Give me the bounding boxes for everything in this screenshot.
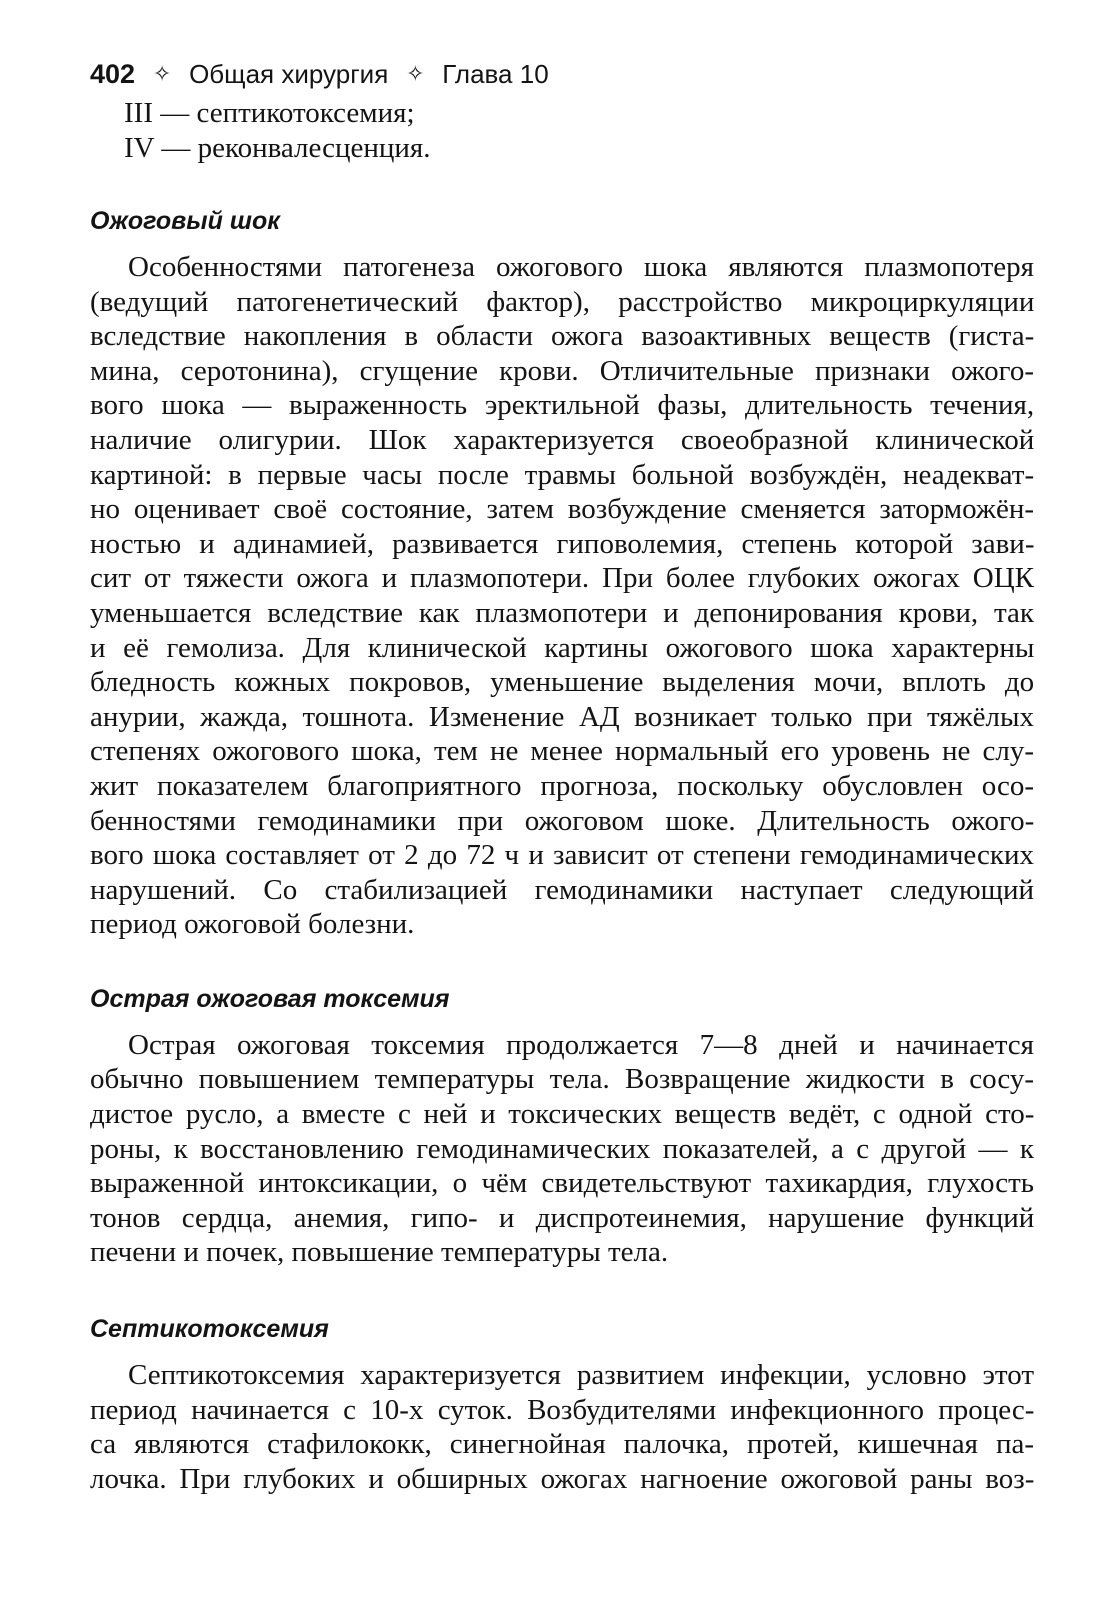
paragraph-acute-toxemia <box>90 1028 1034 1270</box>
text-line: тонов сердца, анемия, гипо- и диспротеинемия, нарушение функций <box>90 1201 1035 1234</box>
diamond-outline-icon: ✧ <box>406 61 425 86</box>
text-line: сит от тяжести ожога и плазмопотери. При более глубоких ожогах ОЦК <box>90 562 1034 595</box>
book-title: Общая хирургия <box>189 59 389 89</box>
text-line: Особенностями патогенеза ожогового шока являются плазмопотеря <box>128 251 1034 283</box>
section-title-septicotoxemia: Септикотоксемия <box>90 1315 329 1344</box>
text-line: выраженной интоксикации, о чём свидетельствуют тахикардия, глухость <box>90 1167 1034 1200</box>
text-line: мина, серотонина), сгущение крови. Отличительные признаки ожого- <box>90 354 1034 387</box>
text-line: картиной: в первые часы после травмы больной возбуждён, неадекват- <box>90 458 1035 491</box>
stage-list <box>90 96 1034 166</box>
book-page <box>90 56 1034 1496</box>
text-line: бенностями гемодинамики при ожоговом шоке. Длительность ожого- <box>90 804 1035 837</box>
text-line: (ведущий патогенетический фактор), расстройство микроциркуляции <box>90 285 1035 318</box>
text-line: период начинается с 10-х суток. Возбудителями инфекционного процес- <box>90 1393 1035 1426</box>
text-line: наличие олигурии. Шок характеризуется своеобразной клинической <box>90 423 1035 456</box>
text-line: обычно повышением температуры тела. Возвращение жидкости в сосу- <box>90 1063 1034 1096</box>
text-line: вследствие накопления в области ожога вазоактивных веществ (гиста- <box>90 320 1035 353</box>
running-header <box>90 56 1034 92</box>
text-line: уменьшается вследствие как плазмопотери и депонирования крови, так <box>90 596 1034 629</box>
paragraph-burn-shock <box>90 250 1034 942</box>
text-line: роны, к восстановлению гемодинамических показателей, а с другой — к <box>90 1132 1034 1165</box>
chapter-label: Глава 10 <box>442 59 549 89</box>
text-line: но оценивает своё состояние, затем возбуждение сменяется заторможён- <box>90 493 1034 526</box>
text-line: период ожоговой болезни. <box>90 908 415 941</box>
text-line: жит показателем благоприятного прогноза, поскольку обусловлен осо- <box>90 769 1034 802</box>
text-line: са являются стафилококк, синегнойная палочка, протей, кишечная па- <box>90 1428 1034 1461</box>
text-line: анурии, жажда, тошнота. Изменение АД возникает только при тяжёлых <box>90 700 1034 733</box>
text-line: нарушений. Со стабилизацией гемодинамики наступает следующий <box>90 873 1034 906</box>
text-line: Острая ожоговая токсемия продолжается 7—8 дней и начинается <box>128 1028 1034 1061</box>
text-line: ностью и адинамией, развивается гиповолемия, степень которой зави- <box>90 527 1035 560</box>
text-line: бледность кожных покровов, уменьшение выделения мочи, вплоть до <box>90 666 1035 699</box>
section-title-acute-toxemia: Острая ожоговая токсемия <box>90 984 450 1013</box>
text-line: вого шока — выраженность эректильной фазы, длительность течения, <box>90 389 1035 422</box>
section-title-burn-shock: Ожоговый шок <box>90 207 280 235</box>
text-line: Септикотоксемия характеризуется развитием инфекции, условно этот <box>128 1359 1034 1392</box>
text-line: дистое русло, а вместе с ней и токсических веществ ведёт, с одной сто- <box>90 1098 1035 1131</box>
list-item: III — септикотоксемия; <box>124 97 415 129</box>
paragraph-septicotoxemia <box>90 1358 1034 1496</box>
text-line: степенях ожогового шока, тем не менее нормальный его уровень не слу- <box>90 735 1034 768</box>
text-line: вого шока составляет от 2 до 72 ч и зависит от степени гемодинамических <box>90 839 1034 872</box>
text-line: и её гемолиза. Для клинической картины ожогового шока характерны <box>90 631 1035 664</box>
diamond-outline-icon: ✧ <box>152 61 172 86</box>
text-line: печени и почек, повышение температуры тела. <box>90 1236 669 1269</box>
text-line: лочка. При глубоких и обширных ожогах нагноение ожоговой раны воз- <box>90 1462 1035 1495</box>
list-item: IV — реконвалесценция. <box>124 132 431 164</box>
page-number: 402 <box>90 59 136 89</box>
